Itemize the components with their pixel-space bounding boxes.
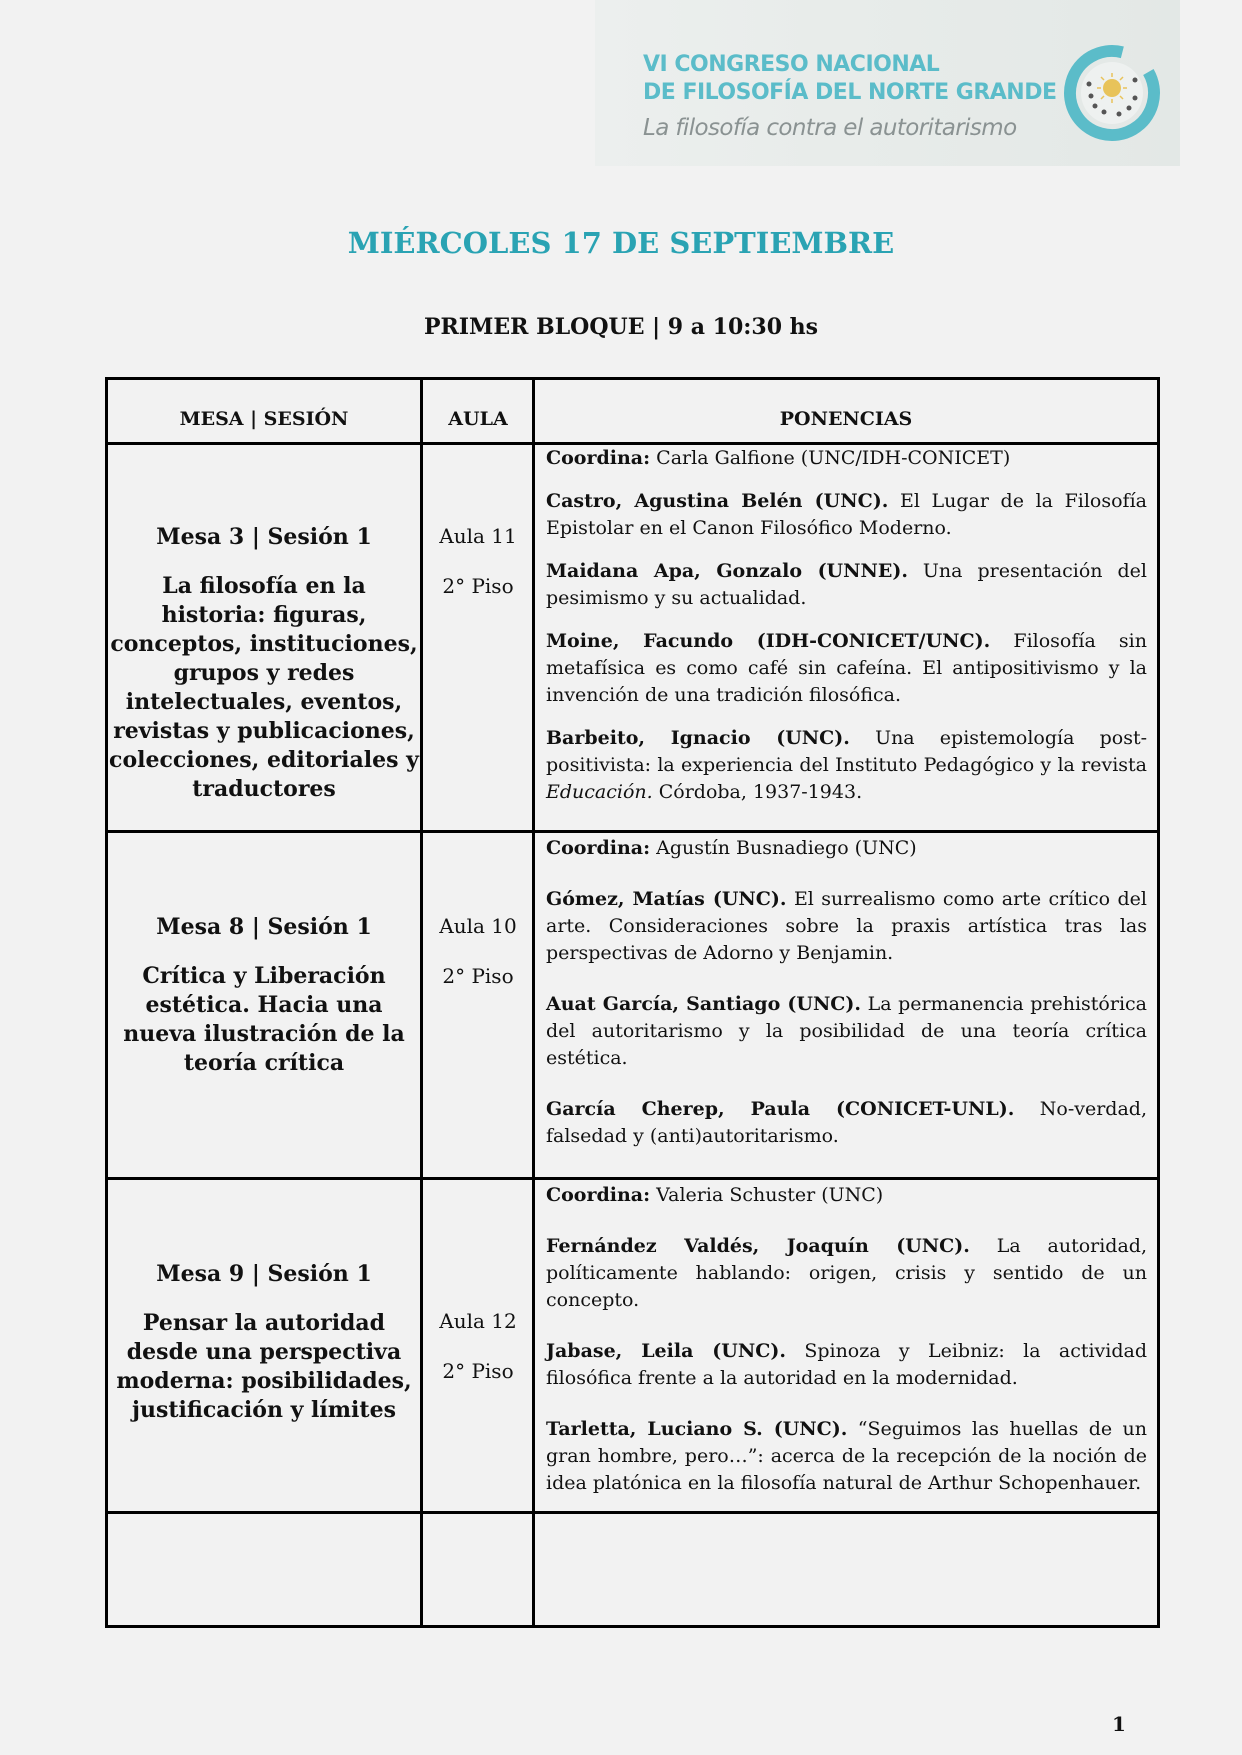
ponencia-author: Fernández Valdés, Joaquín (UNC). [546,1235,970,1257]
ponencia-item [546,628,1147,709]
congress-banner [595,0,1180,166]
coordinator-label: Coordina: [546,837,651,859]
ponencia-author: Maidana Apa, Gonzalo (UNNE). [546,560,908,582]
coordinator-label: Coordina: [546,1184,651,1206]
ponencia-title-italic: Educación. [546,781,653,803]
mesa-topic: Crítica y Liberación estética. Hacia una nueva ilustración de la teoría crítica [123,963,405,1076]
coordinator-name: Agustín Busnadiego (UNC) [656,837,917,859]
aula-cell [424,914,532,988]
ponencia-item [546,1233,1147,1314]
banner-subtitle: La filosofía contra el autoritarismo [643,115,1017,141]
mesa-cell [108,1261,420,1425]
ponencias-cell [546,1182,1147,1497]
ponencia-author: Moine, Facundo (IDH-CONICET/UNC). [546,630,991,652]
column-header-aula: AULA [448,408,508,430]
ponencia-title: Spinoza y Leibniz: la actividad filosófica frente a la autoridad en la modernidad. [546,1340,1148,1389]
ponencia-title: Filosofía sin metafísica es como café sin cafeína. El antipositivismo y la invención de una tradición filosófica. [546,630,1147,706]
ponencias-cell [546,445,1147,806]
ponencias-cell [546,835,1147,1150]
ponencias-list [546,1182,1147,1497]
ponencia-title: La autoridad, políticamente hablando: origen, crisis y sentido de un concepto. [546,1235,1147,1311]
ponencia-title: El Lugar de la Filosofía Epistolar en el Canon Filosófico Moderno. [546,490,1147,539]
ponencia-title-tail: Córdoba, 1937-1943. [658,781,863,803]
aula-cell [424,1309,532,1383]
mesa-title: Mesa 3 | Sesión 1 [156,524,372,550]
ponencia-item [546,725,1147,806]
mesa-title: Mesa 8 | Sesión 1 [156,914,372,940]
ponencia-author: Tarletta, Luciano S. (UNC). [546,1418,848,1440]
ponencia-title: El surrealismo como arte crítico del arte. Consideraciones sobre la praxis artística tras las perspectivas de Adorno y Benjamin. [546,888,1147,964]
aula-floor: 2° Piso [442,574,514,598]
page-number: 1 [1112,1712,1126,1736]
aula-floor: 2° Piso [442,1359,514,1383]
ponencia-item [546,991,1147,1072]
mesa-topic: La filosofía en la historia: figuras, conceptos, instituciones, grupos y redes intelectuales, eventos, revistas y publicaciones, colecciones, editoriales y traductores [109,573,419,802]
aula-room: Aula 11 [439,524,517,548]
ponencia-item [546,488,1147,542]
coordinator-name: Carla Galfione (UNC/IDH-CONICET) [656,447,1011,469]
ponencia-author: Auat García, Santiago (UNC). [546,993,862,1015]
ponencia-item [546,558,1147,612]
ponencia-item [546,1338,1147,1392]
coordinator [546,835,1147,862]
aula-room: Aula 12 [439,1309,517,1333]
mesa-topic: Pensar la autoridad desde una perspectiva moderna: posibilidades, justificación y límites [116,1310,412,1423]
ponencia-author: Castro, Agustina Belén (UNC). [546,490,889,512]
mesa-cell [108,524,420,804]
aula-room: Aula 10 [439,914,517,938]
column-header-mesa: MESA | SESIÓN [179,408,349,430]
day-title: MIÉRCOLES 17 DE SEPTIEMBRE [347,226,895,260]
banner-title-line2: DE FILOSOFÍA DEL NORTE GRANDE [643,80,1057,105]
ponencia-author: Jabase, Leila (UNC). [546,1340,786,1362]
ponencia-title: La permanencia prehistórica del autoritarismo y la posibilidad de una teoría crítica estética. [546,993,1148,1069]
congress-logo-icon [1059,40,1165,146]
coordinator [546,445,1147,472]
block-title: PRIMER BLOQUE | 9 a 10:30 hs [423,314,819,340]
aula-floor: 2° Piso [442,964,514,988]
ponencia-item [546,1096,1147,1150]
ponencia-author: Gómez, Matías (UNC). [546,888,787,910]
ponencia-item [546,1416,1147,1497]
ponencia-title: “Seguimos las huellas de un gran hombre, pero…”: acerca de la recepción de la noción de idea platónica en la filosofía natural de Arthur Schopenhauer. [546,1418,1147,1494]
mesa-title: Mesa 9 | Sesión 1 [156,1261,372,1287]
ponencia-item [546,886,1147,967]
ponencia-title: No-verdad, falsedad y (anti)autoritarismo. [546,1098,1147,1147]
column-header-ponencias: PONENCIAS [779,408,913,430]
mesa-cell [108,914,420,1078]
aula-cell [424,524,532,598]
coordinator [546,1182,1147,1209]
coordinator-label: Coordina: [546,447,651,469]
coordinator-name: Valeria Schuster (UNC) [656,1184,884,1206]
ponencias-list [546,835,1147,1150]
ponencia-author: García Cherep, Paula (CONICET-UNL). [546,1098,1015,1120]
ponencia-title: Una presentación del pesimismo y su actualidad. [546,560,1147,609]
ponencia-author: Barbeito, Ignacio (UNC). [546,727,850,749]
ponencia-title: Una epistemología post-positivista: la experiencia del Instituto Pedagógico y la revista [546,727,1147,776]
banner-title-line1: VI CONGRESO NACIONAL [643,52,940,77]
